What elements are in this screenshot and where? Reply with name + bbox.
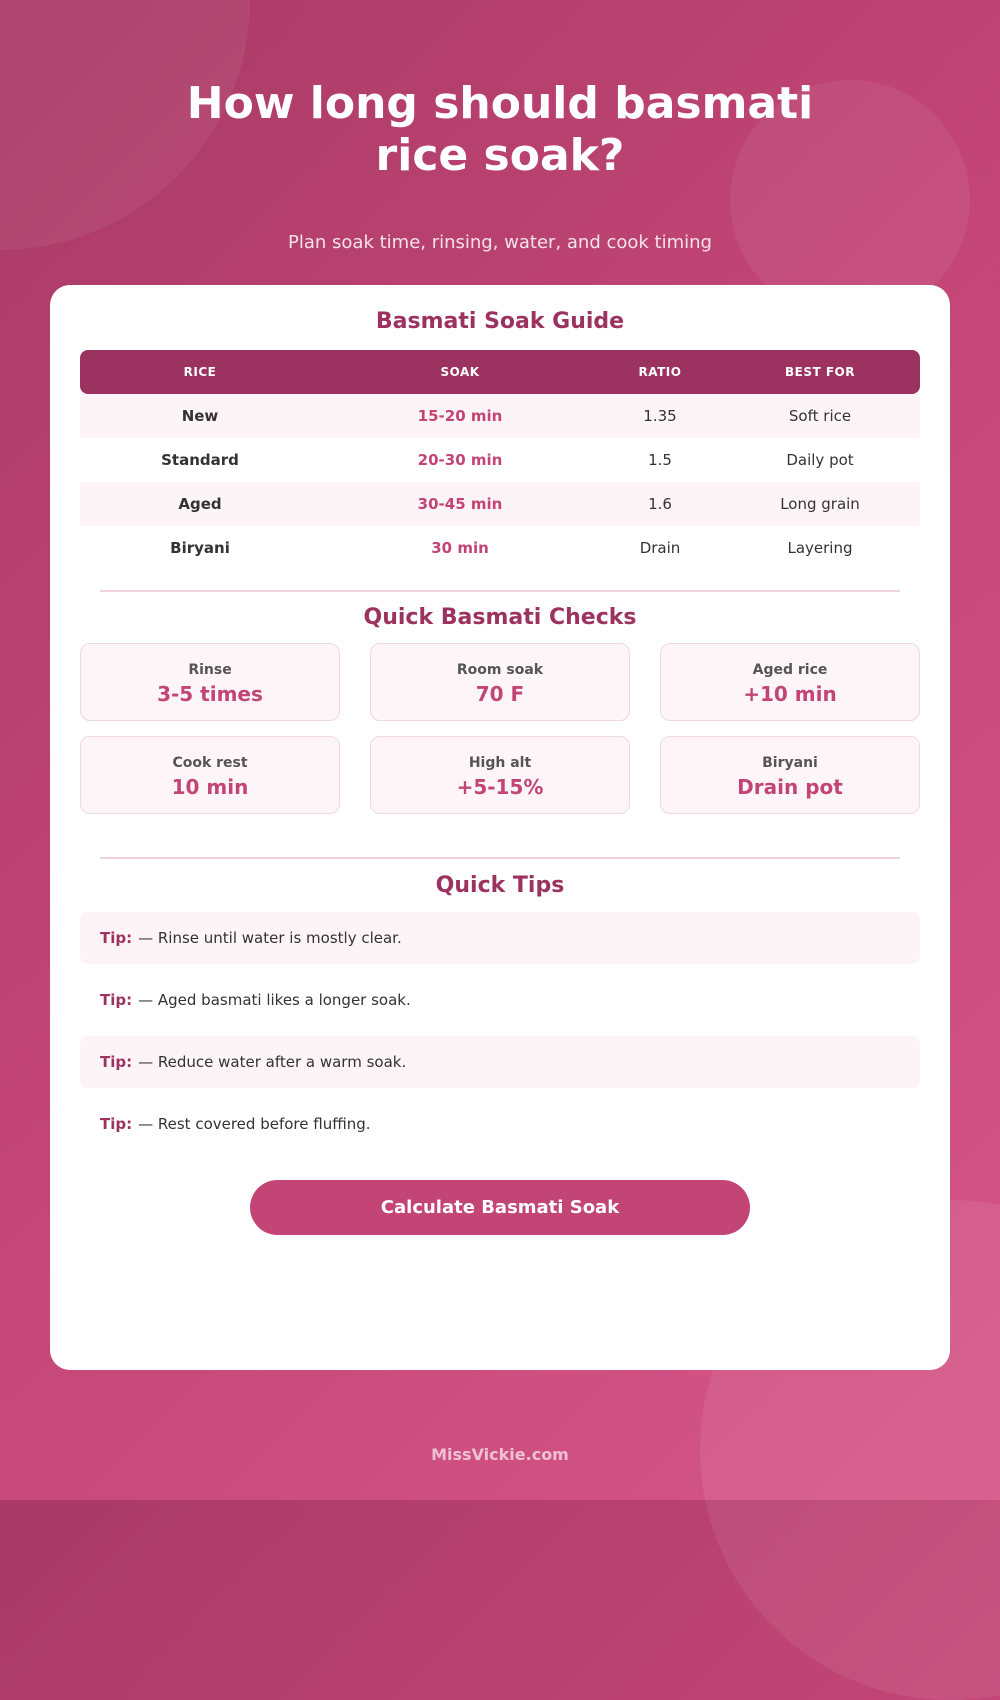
cell-best-for: Long grain: [780, 495, 860, 513]
tip-item: [80, 1098, 920, 1150]
cell-soak: 20-30 min: [417, 451, 503, 469]
checks-title: Quick Basmati Checks: [363, 605, 637, 630]
check-label: Cook rest: [172, 755, 248, 771]
cell-rice: Biryani: [170, 539, 230, 557]
check-label: Room soak: [456, 662, 544, 678]
check-card-rinse: [80, 643, 340, 721]
table-row: [80, 482, 920, 526]
column-header-rice: RICE: [183, 365, 217, 379]
content-card: [50, 285, 950, 1370]
check-value: +5-15%: [456, 775, 544, 799]
soak-guide-title: Basmati Soak Guide: [375, 309, 625, 334]
tips-list: [80, 912, 920, 1160]
table-row: [80, 438, 920, 482]
cell-ratio: 1.35: [643, 407, 677, 425]
check-value: 70 F: [475, 682, 525, 706]
cell-best-for: Soft rice: [788, 407, 852, 425]
check-value: 10 min: [171, 775, 249, 799]
check-value: +10 min: [743, 682, 837, 706]
table-header: [80, 350, 920, 394]
cell-ratio: 1.6: [648, 495, 672, 513]
cell-best-for: Daily pot: [786, 451, 854, 469]
tip-text: — Reduce water after a warm soak.: [138, 1053, 407, 1071]
tip-label: Tip:: [100, 1115, 133, 1133]
check-card-high-alt: [370, 736, 630, 814]
footer-brand: MissVickie.com: [431, 1445, 569, 1464]
cell-soak: 30 min: [431, 539, 489, 557]
check-card-room-soak: [370, 643, 630, 721]
table-row: [80, 526, 920, 570]
page-subtitle: Plan soak time, rinsing, water, and cook timing: [288, 232, 712, 253]
calculate-soak-button[interactable]: Calculate Basmati Soak: [250, 1180, 750, 1235]
tip-item: [80, 974, 920, 1026]
column-header-soak: SOAK: [440, 365, 480, 379]
cell-rice: Aged: [178, 495, 222, 513]
check-label: Biryani: [762, 755, 818, 771]
column-header-ratio: RATIO: [638, 365, 682, 379]
section-divider: [100, 590, 900, 592]
check-card-biryani: [660, 736, 920, 814]
cell-rice: Standard: [161, 451, 239, 469]
soak-guide-table: [80, 350, 920, 570]
tips-title: Quick Tips: [435, 873, 565, 898]
page-title: How long should basmati rice soak?: [186, 78, 814, 181]
tip-item: [80, 1036, 920, 1088]
tip-text: — Rinse until water is mostly clear.: [138, 929, 402, 947]
check-label: Aged rice: [752, 662, 828, 678]
check-label: High alt: [468, 755, 532, 771]
check-value: 3-5 times: [157, 682, 263, 706]
column-header-best-for: BEST FOR: [785, 365, 855, 379]
tip-label: Tip:: [100, 1053, 133, 1071]
tip-text: — Rest covered before fluffing.: [138, 1115, 371, 1133]
cell-soak: 15-20 min: [417, 407, 503, 425]
checks-grid: [80, 643, 920, 814]
check-value: Drain pot: [737, 775, 843, 799]
tip-text: — Aged basmati likes a longer soak.: [138, 991, 411, 1009]
tip-label: Tip:: [100, 991, 133, 1009]
tip-label: Tip:: [100, 929, 133, 947]
check-card-aged-rice: [660, 643, 920, 721]
tip-item: [80, 912, 920, 964]
cell-best-for: Layering: [787, 539, 853, 557]
check-card-cook-rest: [80, 736, 340, 814]
cell-soak: 30-45 min: [417, 495, 503, 513]
cell-ratio: 1.5: [648, 451, 672, 469]
cell-rice: New: [181, 407, 219, 425]
table-row: [80, 394, 920, 438]
cell-ratio: Drain: [639, 539, 681, 557]
check-label: Rinse: [188, 662, 232, 678]
section-divider: [100, 857, 900, 859]
